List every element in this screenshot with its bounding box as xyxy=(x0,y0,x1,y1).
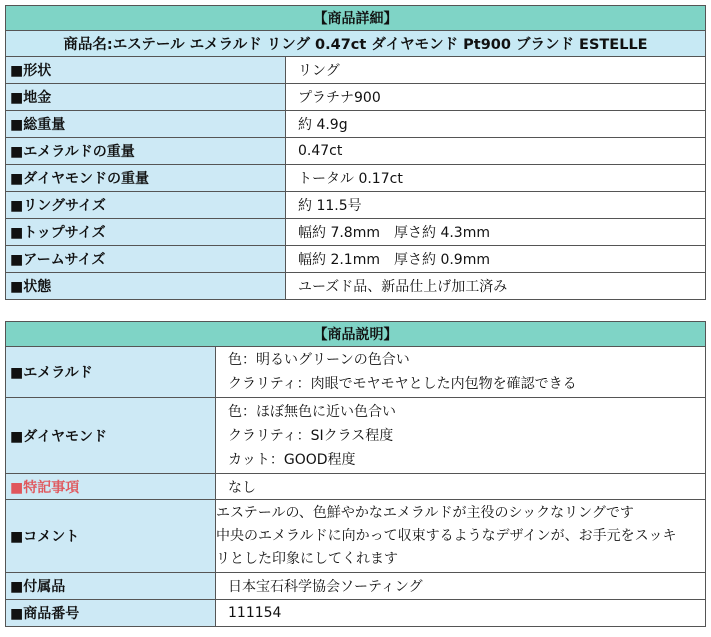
row-label: ■リングサイズ xyxy=(6,192,286,219)
product-number-value: 111154 xyxy=(216,600,706,627)
comment-value xyxy=(216,500,706,573)
product-details-table xyxy=(5,5,706,300)
table-row xyxy=(6,57,706,84)
description-header: 【商品説明】 xyxy=(6,322,706,347)
emerald-label: ■エメラルド xyxy=(6,347,216,398)
emerald-value xyxy=(216,347,706,398)
row-value: リング xyxy=(286,57,706,84)
row-value: 幅約 7.8mm 厚さ約 4.3mm xyxy=(286,219,706,246)
row-value: ユーズド品、新品仕上げ加工済み xyxy=(286,273,706,300)
table-row xyxy=(6,246,706,273)
row-label: ■ダイヤモンドの重量 xyxy=(6,165,286,192)
special-notes-label: ■特記事項 xyxy=(6,474,216,500)
comment-line: 中央のエメラルドに向かって収束するようなデザインが、お手元をスッキ xyxy=(216,527,677,544)
table-row xyxy=(6,273,706,300)
diamond-value xyxy=(216,398,706,474)
table-row xyxy=(6,600,706,627)
row-label: ■状態 xyxy=(6,273,286,300)
table-row xyxy=(6,165,706,192)
row-value: 約 4.9g xyxy=(286,111,706,138)
row-label: ■総重量 xyxy=(6,111,286,138)
accessories-value: 日本宝石科学協会ソーティング xyxy=(216,573,706,600)
emerald-clarity: クラリティ：肉眼でモヤモヤとした内包物を確認できる xyxy=(228,376,577,392)
diamond-label: ■ダイヤモンド xyxy=(6,398,216,474)
row-label: ■地金 xyxy=(6,84,286,111)
table-row xyxy=(6,111,706,138)
accessories-label: ■付属品 xyxy=(6,573,216,600)
row-value: 幅約 2.1mm 厚さ約 0.9mm xyxy=(286,246,706,273)
diamond-cut: カット：GOOD程度 xyxy=(228,451,356,468)
diamond-clarity: クラリティ：SIクラス程度 xyxy=(228,427,394,444)
product-number-label: ■商品番号 xyxy=(6,600,216,627)
table-row xyxy=(6,500,706,573)
row-value: プラチナ900 xyxy=(286,84,706,111)
product-name: 商品名:エステール エメラルド リング 0.47ct ダイヤモンド Pt900 ブランド ESTELLE xyxy=(6,31,706,57)
row-label: ■エメラルドの重量 xyxy=(6,138,286,165)
row-label: ■トップサイズ xyxy=(6,219,286,246)
comment-label: ■コメント xyxy=(6,500,216,573)
details-header: 【商品詳細】 xyxy=(6,6,706,31)
table-row xyxy=(6,138,706,165)
row-value: 約 11.5号 xyxy=(286,192,706,219)
row-label: ■形状 xyxy=(6,57,286,84)
comment-line: エステールの、色鮮やかなエメラルドが主役のシックなリングです xyxy=(216,504,634,521)
emerald-color: 色：明るいグリーンの色合い xyxy=(228,352,410,368)
row-label: ■アームサイズ xyxy=(6,246,286,273)
table-row xyxy=(6,192,706,219)
table-row xyxy=(6,573,706,600)
table-row xyxy=(6,398,706,474)
table-row xyxy=(6,219,706,246)
special-notes-value: なし xyxy=(216,474,706,500)
row-value: 0.47ct xyxy=(286,138,706,165)
diamond-color: 色：ほぼ無色に近い色合い xyxy=(228,403,396,420)
table-row xyxy=(6,84,706,111)
table-row xyxy=(6,347,706,398)
table-row xyxy=(6,474,706,500)
product-description-table xyxy=(5,321,706,627)
comment-line: リとした印象にしてくれます xyxy=(216,550,398,567)
row-value: トータル 0.17ct xyxy=(286,165,706,192)
